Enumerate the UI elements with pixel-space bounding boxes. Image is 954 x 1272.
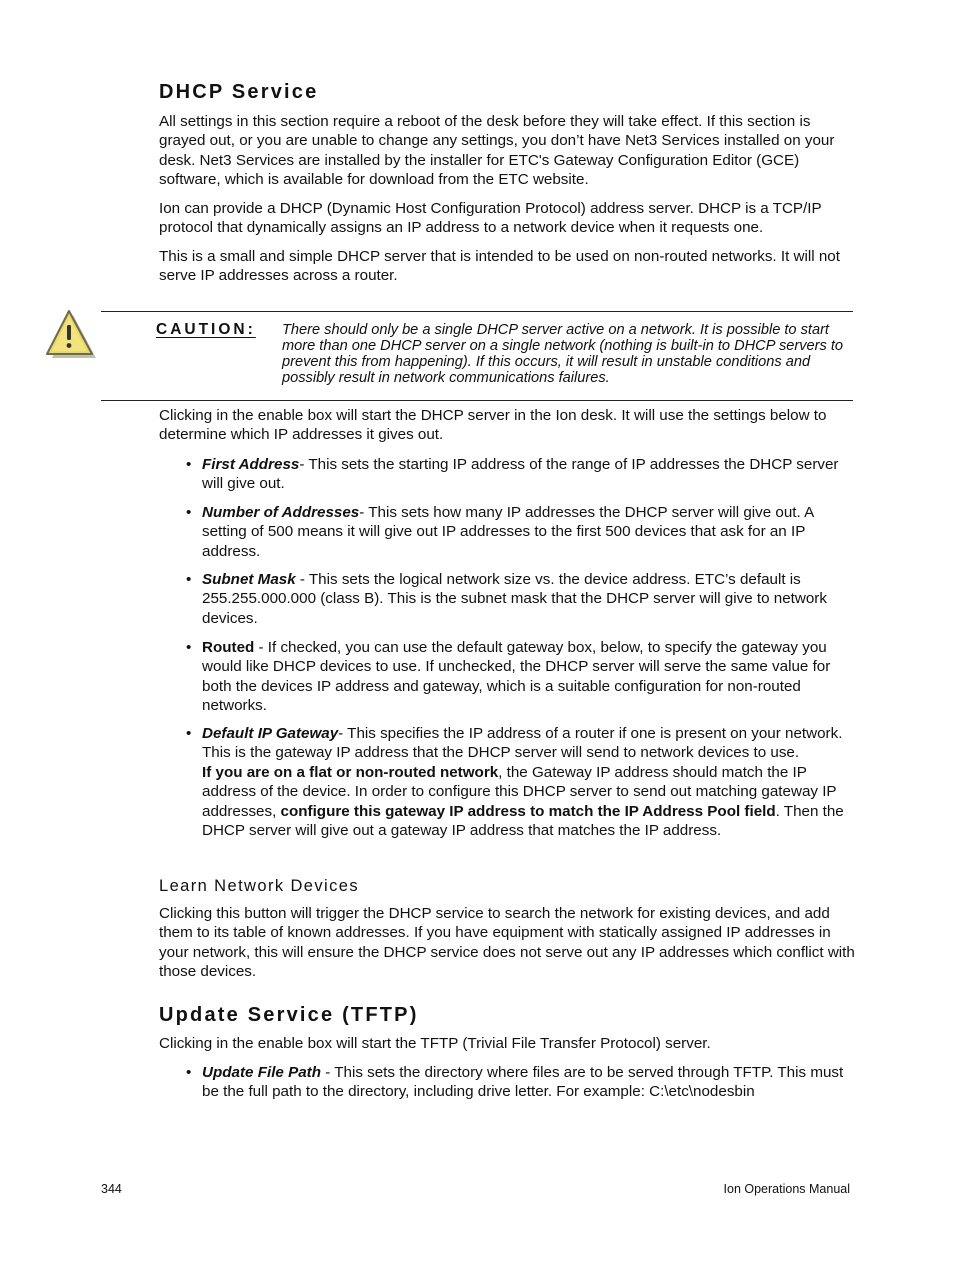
note-bold-configure-gateway: configure this gateway IP address to match the IP Address Pool field — [280, 802, 776, 820]
bullet-glyph: • — [186, 1064, 192, 1081]
caution-bottom-rule — [101, 400, 853, 401]
term-first-address: First Address — [202, 456, 300, 473]
desc-update-file-path: - This sets the directory where files are to be served through TFTP. This must be the full path to the directory, including drive letter. For example: C:\etc\nodesbin — [202, 1064, 844, 1101]
desc-subnet-mask: - This sets the logical network size vs. the device address. ETC’s default is 255.255.000.000 (class B). This is the subnet mask that the DHCP server will give to network devices. — [202, 571, 827, 627]
term-subnet-mask: Subnet Mask — [202, 571, 296, 588]
bullet-glyph: • — [186, 639, 192, 656]
section-heading-dhcp-service: DHCP Service — [159, 81, 319, 103]
dhcp-paragraph-2: Ion can provide a DHCP (Dynamic Host Configuration Protocol) address server. DHCP is a TCP/IP protocol that dynamically assigns an IP address to a network device when it requests one. — [159, 200, 822, 237]
warning-triangle-icon — [44, 308, 98, 360]
bullet-glyph: • — [186, 504, 192, 521]
bullet-default-ip-gateway — [186, 724, 851, 840]
footer-manual-title: Ion Operations Manual — [723, 1182, 850, 1196]
dhcp-paragraph-1: All settings in this section require a reboot of the desk before they will take effect. If this section is grayed out, or you are unable to change any settings, you don’t have Net3 Services installed on your desk. Net3 Services are installed by the installer for ETC's Gateway Configuration Editor (GCE) software, which is available for download from the ETC website. — [159, 113, 835, 189]
term-update-file-path: Update File Path — [202, 1064, 321, 1081]
bullet-first-address — [186, 455, 851, 494]
gateway-flat-network-note — [202, 763, 851, 841]
term-number-of-addresses: Number of Addresses — [202, 504, 360, 521]
caution-text: There should only be a single DHCP server active on a network. It is possible to start more than one DHCP server on a single network (nothing is built-in to DHCP servers to prevent this from happening). If this occurs, it will result in unstable conditions and possibly result in network communications failures. — [282, 322, 844, 386]
desc-first-address: - This sets the starting IP address of the range of IP addresses the DHCP server will give out. — [202, 456, 839, 493]
bullet-update-file-path — [186, 1063, 851, 1102]
term-routed: Routed — [202, 639, 255, 656]
section-heading-update-service: Update Service (TFTP) — [159, 1004, 419, 1026]
note-bold-flat-network: If you are on a flat or non-routed network — [202, 763, 499, 781]
bullet-subnet-mask — [186, 570, 851, 628]
caution-label: CAUTION: — [156, 321, 256, 338]
note-text-1: , the Gateway IP address should match the IP address of the device. In order to configure this DHCP server to send out matching gateway IP addresses, — [202, 763, 837, 820]
bullet-number-of-addresses — [186, 503, 851, 561]
desc-default-ip-gateway: - This specifies the IP address of a router if one is present on your network. This is the gateway IP address that the DHCP server will send to network devices to use. — [202, 725, 843, 762]
update-paragraph: Clicking in the enable box will start the TFTP (Trivial File Transfer Protocol) server. — [159, 1035, 711, 1052]
enable-paragraph: Clicking in the enable box will start the DHCP server in the Ion desk. It will use the settings below to determine which IP addresses it gives out. — [159, 407, 827, 444]
desc-routed: - If checked, you can use the default gateway box, below, to specify the gateway you would like DHCP devices to use. If unchecked, the DHCP server will serve the same value for both the devices IP address and gateway, which is a suitable configuration for non-routed networks. — [202, 639, 831, 715]
caution-top-rule — [101, 311, 853, 312]
dhcp-paragraph-3: This is a small and simple DHCP server that is intended to be used on non-routed networks. It will not serve IP addresses across a router. — [159, 248, 840, 285]
note-text-2: . Then the DHCP server will give out a gateway IP address that matches the IP address. — [202, 802, 844, 840]
bullet-routed — [186, 638, 851, 716]
footer-page-number: 344 — [101, 1182, 122, 1196]
subheading-learn-network-devices: Learn Network Devices — [159, 877, 359, 895]
bullet-glyph: • — [186, 571, 192, 588]
bullet-glyph: • — [186, 725, 192, 742]
learn-paragraph: Clicking this button will trigger the DHCP service to search the network for existing devices, and add them to its table of known addresses. If you have equipment with statically assigned IP addresses in your network, this will ensure the DHCP service does not serve out any IP addresses which conflict with those devices. — [159, 905, 855, 981]
desc-number-of-addresses: - This sets how many IP addresses the DHCP server will give out. A setting of 500 means it will give out IP addresses to the first 500 devices that ask for an IP address. — [202, 504, 814, 560]
bullet-glyph: • — [186, 456, 192, 473]
term-default-ip-gateway: Default IP Gateway — [202, 725, 339, 742]
